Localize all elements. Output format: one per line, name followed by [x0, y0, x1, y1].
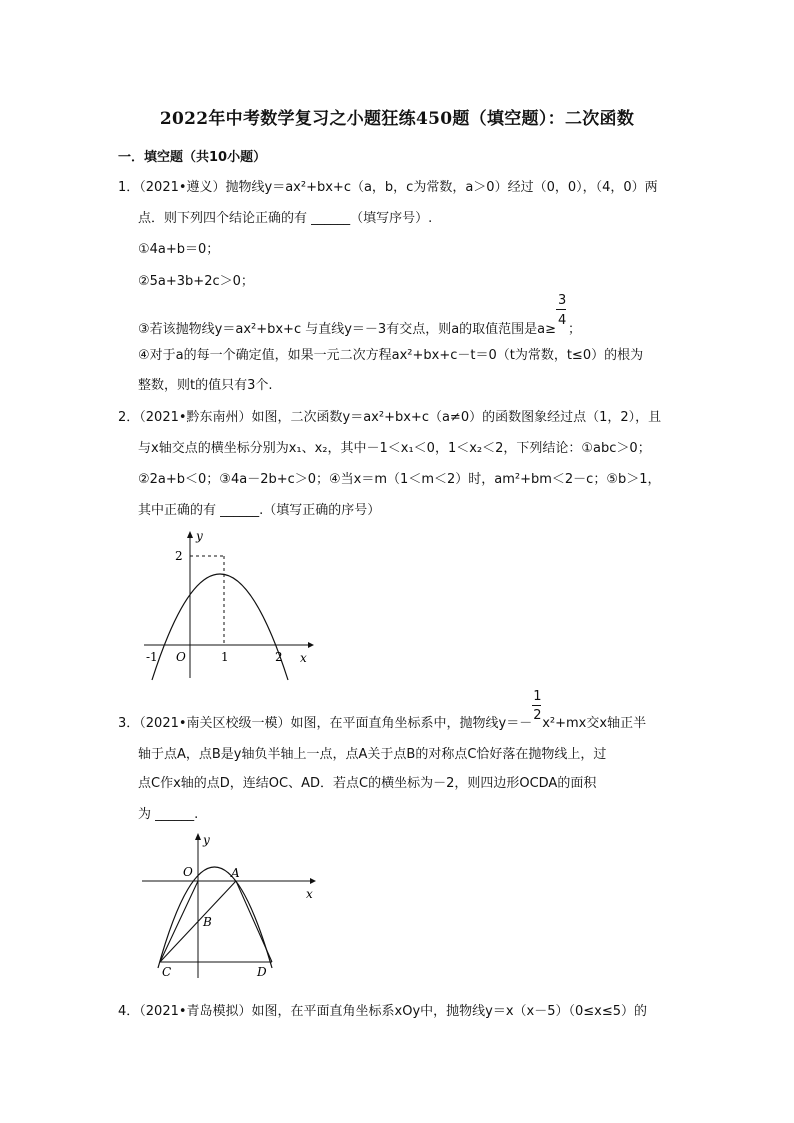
q1-choice-3-fraction [556, 293, 568, 333]
q3-frac-num: 1 [533, 689, 542, 704]
q3-parabola-figure [138, 830, 323, 980]
q2-label-origin: O [176, 650, 186, 664]
q1-frac-den: 4 [558, 313, 567, 328]
q3-line-1-end: x²+mx交x轴正半 [542, 716, 647, 731]
q2-x-arrow [308, 642, 314, 648]
q2-label-2: 2 [275, 650, 283, 664]
q1-line-2: 点．则下列四个结论正确的有 ______（填写序号）. [138, 211, 433, 226]
q2-parabola-figure [138, 528, 318, 683]
q2-line-1: 2．（2021•黔东南州）如图，二次函数y＝ax²+bx+c（a≠0）的函数图象经过点（1，2），且 [118, 410, 662, 425]
q2-y-arrow [187, 531, 193, 538]
document-title: 2022年中考数学复习之小题狂练450题（填空题）：二次函数 [159, 109, 635, 129]
q2-label-1: 1 [221, 650, 229, 664]
q1-choice-2: ②5a+3b+2c＞0； [138, 274, 254, 289]
q2-line-2: 与x轴交点的横坐标分别为x₁、x₂，其中－1＜x₁＜0，1＜x₂＜2，下列结论：①abc＞0； [138, 441, 651, 456]
q1-line-1: 1．（2021•遵义）抛物线y＝ax²+bx+c（a，b，c为常数，a＞0）经过（0，0），（4，0）两 [118, 180, 658, 195]
q3-label-b: B [203, 915, 212, 929]
q4-line-1: 4．（2021•青岛模拟）如图，在平面直角坐标系xOy中，抛物线y＝x（x－5）（0≤x≤5）的 [118, 1004, 648, 1019]
q2-label-y2: 2 [175, 549, 183, 563]
q3-line-1 [118, 689, 647, 731]
q1-choice-4: ④对于a的每一个确定值，如果一元二次方程ax²+bx+c－t＝0（t为常数，t≤0）的根为 [138, 348, 644, 363]
q3-line-1-start: 3．（2021•南关区校级一模）如图，在平面直角坐标系中，抛物线y＝－ [118, 716, 533, 731]
q2-label-y: y [196, 529, 203, 543]
q2-label-x: x [300, 651, 307, 665]
q3-fraction [532, 689, 542, 727]
q3-label-o: O [183, 865, 193, 879]
q1-frac-bar [556, 309, 566, 310]
q1-choice-4-cont: 整数，则t的值只有3个. [138, 378, 273, 393]
q1-frac-num: 3 [558, 293, 567, 308]
q3-segment-oc [160, 881, 198, 962]
q3-label-d: D [257, 965, 267, 979]
q3-label-y: y [203, 833, 210, 847]
q3-label-x: x [306, 887, 313, 901]
q3-x-arrow [310, 878, 316, 884]
q3-segment-ad [236, 881, 272, 962]
q2-line-4: 其中正确的有 ______.（填写正确的序号） [138, 503, 381, 518]
q2-line-3: ②2a+b＜0；③4a－2b+c＞0；④当x＝m（1＜m＜2）时，am²+bm＜2－c；⑤b＞1， [138, 472, 661, 487]
q3-frac-bar [532, 705, 541, 706]
q1-choice-3 [138, 293, 582, 337]
q3-label-a: A [231, 866, 240, 880]
q3-frac-den: 2 [533, 708, 542, 723]
q3-parabola-curve [158, 867, 272, 968]
q1-choice-3-text: ③若该抛物线y＝ax²+bx+c 与直线y＝－3有交点，则a的取值范围是a≥ [138, 322, 557, 337]
q3-line-2: 轴于点A，点B是y轴负半轴上一点，点A关于点B的对称点C恰好落在抛物线上，过 [138, 747, 607, 762]
q3-label-c: C [162, 965, 172, 979]
q2-parabola-curve [152, 574, 288, 680]
q1-choice-1: ①4a+b＝0； [138, 242, 220, 257]
section-heading: 一．填空题（共10小题） [118, 150, 267, 165]
q3-line-4: 为 ______. [138, 807, 199, 822]
q3-y-arrow [195, 833, 201, 840]
q1-choice-3-end: ； [568, 322, 582, 337]
q3-line-3: 点C作x轴的点D，连结OC、AD．若点C的横坐标为－2，则四边形OCDA的面积 [138, 776, 597, 791]
q2-label-neg1: -1 [146, 650, 158, 664]
